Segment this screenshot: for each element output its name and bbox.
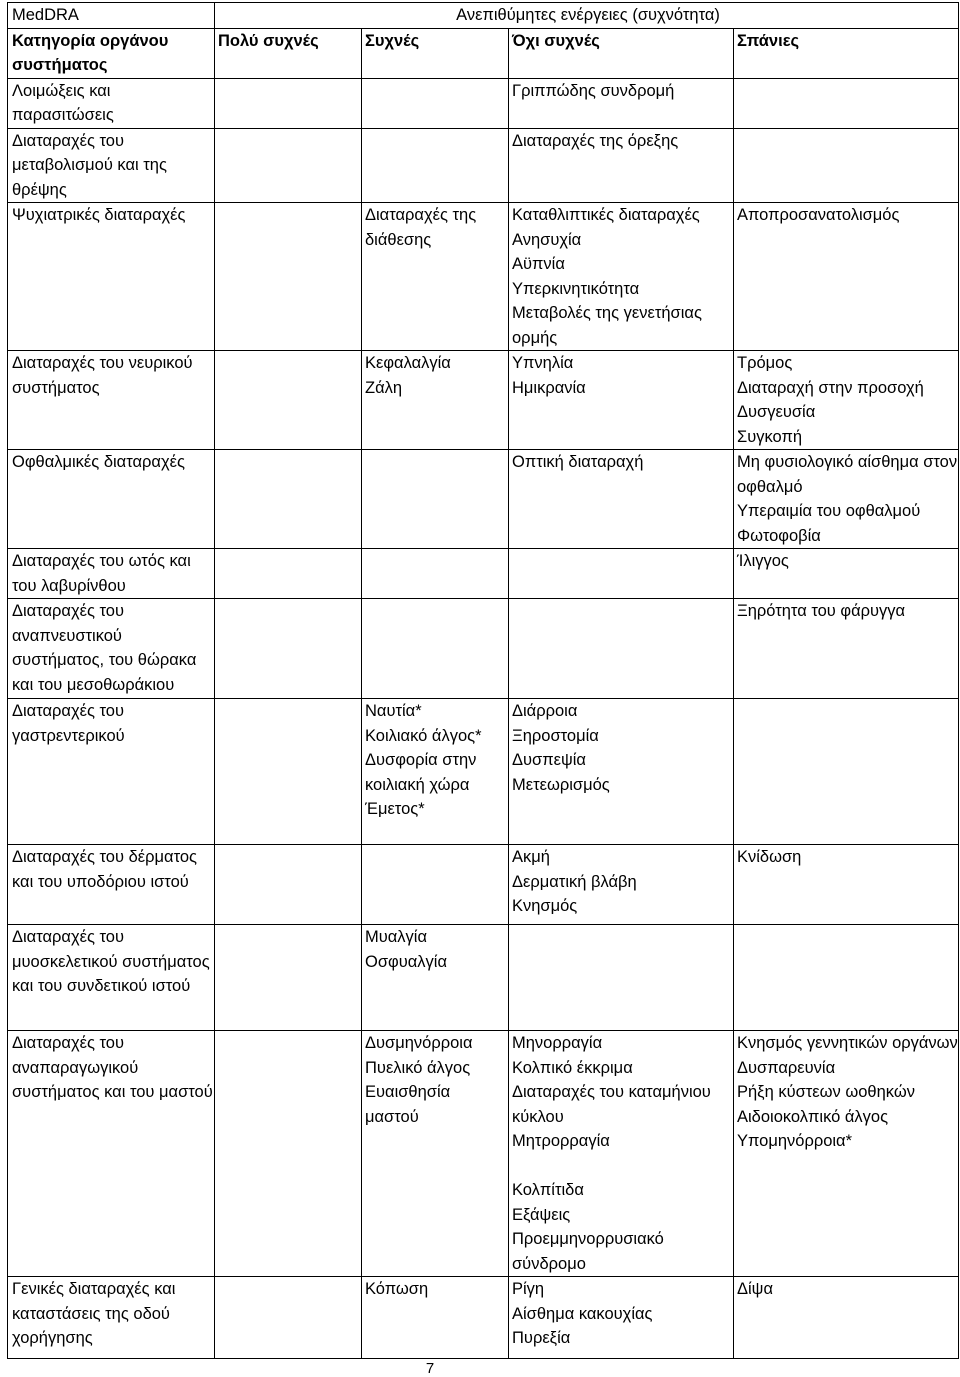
soc-cell: Διαταραχές του αναπαραγωγικού συστήματος και του μαστού: [8, 1031, 215, 1277]
reaction-item: Εξάψεις: [512, 1205, 571, 1224]
common-cell: [362, 1031, 509, 1277]
soc-cell: Διαταραχές του μυοσκελετικού συστήματος και του συνδετικού ιστού: [8, 925, 215, 1031]
reaction-item: [512, 1154, 733, 1179]
very-common-cell: [215, 450, 362, 549]
common-cell: [362, 549, 509, 599]
very-common-cell: [215, 599, 362, 699]
table-row: [8, 203, 959, 351]
rare-cell: [734, 549, 959, 599]
soc-cell: Διαταραχές του γαστρεντερικού: [8, 699, 215, 845]
reaction-item: Δυσπεψία: [512, 751, 586, 769]
common-cell: [362, 78, 509, 128]
table-row: [8, 699, 959, 845]
uncommon-cell: [509, 599, 734, 699]
very-common-cell: [215, 549, 362, 599]
reaction-item: Ξηροστομία: [512, 726, 599, 745]
uncommon-cell: [509, 1031, 734, 1277]
common-cell: [362, 1277, 509, 1359]
reaction-item: Συγκοπή: [737, 427, 803, 446]
page-number: 7: [425, 1360, 435, 1377]
common-cell: [362, 128, 509, 203]
very-common-cell: [215, 203, 362, 351]
uncommon-cell: [509, 450, 734, 549]
reaction-item: Ρίγη: [512, 1280, 545, 1298]
common-cell: [362, 845, 509, 925]
reaction-item: Δερματική βλάβη: [512, 872, 637, 891]
table-row: [8, 925, 959, 1031]
reaction-item: Δυσφορία στην κοιλιακή χώρα: [365, 751, 477, 794]
soc-cell: Διαταραχές του δέρματος και του υποδόριου ιστού: [8, 845, 215, 925]
table-row: [8, 1031, 959, 1277]
reaction-item: Αϋπνία: [512, 255, 565, 273]
reaction-item: Διαταραχές του καταμήνιου κύκλου: [512, 1083, 711, 1126]
reaction-item: Μετεωρισμός: [512, 775, 610, 794]
reaction-item: Τρόμος: [737, 354, 793, 372]
reaction-item: Οπτική διαταραχή: [512, 453, 644, 471]
very-common-cell: [215, 699, 362, 845]
uncommon-cell: [509, 1277, 734, 1359]
very-common-cell: [215, 1031, 362, 1277]
reaction-item: Ευαισθησία μαστού: [365, 1083, 451, 1126]
common-cell: [362, 351, 509, 450]
reaction-item: Δίψα: [737, 1280, 773, 1298]
rare-cell: [734, 699, 959, 845]
reaction-item: Διαταραχή στην προσοχή: [737, 378, 924, 397]
uncommon-cell: [509, 925, 734, 1031]
table-header-row: [8, 3, 959, 29]
table-row: [8, 845, 959, 925]
reaction-item: Μηνορραγία: [512, 1034, 603, 1052]
rare-cell: [734, 351, 959, 450]
reaction-item: Πυελικό άλγος: [365, 1058, 471, 1077]
soc-cell: Διαταραχές του ωτός και του λαβυρίνθου: [8, 549, 215, 599]
table-row: [8, 599, 959, 699]
reaction-item: Ημικρανία: [512, 378, 586, 397]
uncommon-column-header: Όχι συχνές: [509, 28, 734, 78]
table-body: [8, 78, 959, 1359]
rare-cell: [734, 925, 959, 1031]
very-common-cell: [215, 351, 362, 450]
uncommon-cell: [509, 699, 734, 845]
table-row: [8, 450, 959, 549]
common-cell: [362, 699, 509, 845]
reaction-item: Μη φυσιολογικό αίσθημα στον οφθαλμό: [737, 453, 958, 496]
table-row: [8, 1277, 959, 1359]
soc-cell: Διαταραχές του αναπνευστικού συστήματος, του θώρακα και του μεσοθωράκιου: [8, 599, 215, 699]
rare-cell: [734, 845, 959, 925]
reaction-item: Μυαλγία: [365, 928, 428, 946]
rare-cell: [734, 128, 959, 203]
soc-column-header: Κατηγορία οργάνου συστήματος: [8, 28, 215, 78]
rare-cell: [734, 599, 959, 699]
reaction-item: Καταθλιπτικές διαταραχές: [512, 206, 700, 224]
common-cell: [362, 599, 509, 699]
very-common-cell: [215, 845, 362, 925]
rare-column-header: Σπάνιες: [734, 28, 959, 78]
reaction-item: Κνίδωση: [737, 848, 802, 866]
reaction-item: Κνησμός: [512, 897, 578, 915]
frequency-title: Ανεπιθύμητες ενέργειες (συχνότητα): [215, 3, 959, 29]
reaction-item: Γριππώδης συνδρομή: [512, 81, 675, 100]
soc-cell: Ψυχιατρικές διαταραχές: [8, 203, 215, 351]
reaction-item: Μεταβολές της γενετήσιας ορμής: [512, 304, 702, 347]
reaction-item: Κνησμός γεννητικών οργάνων: [737, 1034, 958, 1052]
reaction-item: Κόπωση: [365, 1280, 429, 1298]
reaction-item: Υπερκινητικότητα: [512, 279, 640, 298]
reaction-item: Έμετος*: [365, 800, 425, 818]
reaction-item: Κολπικό έκκριμα: [512, 1058, 633, 1077]
soc-cell: Διαταραχές του νευρικού συστήματος: [8, 351, 215, 450]
reaction-item: Κολπίτιδα: [512, 1181, 584, 1199]
table-subheader-row: [8, 28, 959, 78]
reaction-item: Διαταραχές της διάθεσης: [365, 206, 477, 249]
reaction-item: Πυρεξία: [512, 1329, 571, 1347]
reaction-item: Αίσθημα κακουχίας: [512, 1304, 653, 1323]
common-cell: [362, 925, 509, 1031]
reaction-item: Μητρορραγία: [512, 1132, 610, 1150]
common-cell: [362, 203, 509, 351]
uncommon-cell: [509, 845, 734, 925]
very-common-cell: [215, 1277, 362, 1359]
uncommon-cell: [509, 549, 734, 599]
reaction-item: Υπεραιμία του οφθαλμού: [737, 502, 921, 520]
table-row: [8, 351, 959, 450]
table-row: [8, 78, 959, 128]
reaction-item: Δυσγευσία: [737, 403, 816, 421]
table-row: [8, 549, 959, 599]
reaction-item: Αποπροσανατολισμός: [737, 206, 900, 224]
adverse-reactions-table: [7, 2, 959, 1359]
uncommon-cell: [509, 203, 734, 351]
reaction-item: Διάρροια: [512, 702, 578, 720]
reaction-item: Υπομηνόρροια*: [737, 1132, 853, 1150]
very-common-cell: [215, 128, 362, 203]
reaction-item: Κοιλιακό άλγος*: [365, 726, 482, 745]
reaction-item: Φωτοφοβία: [737, 526, 821, 545]
reaction-item: Κεφαλαλγία: [365, 354, 451, 372]
table-row: [8, 128, 959, 203]
soc-cell: Οφθαλμικές διαταραχές: [8, 450, 215, 549]
very-common-column-header: Πολύ συχνές: [215, 28, 362, 78]
rare-cell: [734, 78, 959, 128]
rare-cell: [734, 450, 959, 549]
reaction-item: Υπνηλία: [512, 354, 574, 372]
rare-cell: [734, 203, 959, 351]
uncommon-cell: [509, 78, 734, 128]
common-column-header: Συχνές: [362, 28, 509, 78]
reaction-item: Ξηρότητα του φάρυγγα: [737, 602, 906, 620]
reaction-item: Δυσπαρευνία: [737, 1058, 836, 1077]
meddra-label: MedDRA: [8, 3, 215, 29]
uncommon-cell: [509, 128, 734, 203]
uncommon-cell: [509, 351, 734, 450]
reaction-item: Οσφυαλγία: [365, 952, 447, 971]
reaction-item: Διαταραχές της όρεξης: [512, 131, 679, 150]
reaction-item: Ρήξη κύστεων ωοθηκών: [737, 1083, 915, 1101]
reaction-item: Προεμμηνορρυσιακό σύνδρομο: [512, 1230, 664, 1273]
reaction-item: Αιδοιοκολπικό άλγος: [737, 1107, 889, 1126]
soc-cell: Γενικές διαταραχές και καταστάσεις της οδού χορήγησης: [8, 1277, 215, 1359]
rare-cell: [734, 1277, 959, 1359]
common-cell: [362, 450, 509, 549]
reaction-item: Ναυτία*: [365, 702, 422, 720]
very-common-cell: [215, 78, 362, 128]
soc-cell: Λοιμώξεις και παρασιτώσεις: [8, 78, 215, 128]
rare-cell: [734, 1031, 959, 1277]
reaction-item: Δυσμηνόρροια: [365, 1034, 473, 1052]
reaction-item: Ίλιγγος: [737, 552, 789, 570]
very-common-cell: [215, 925, 362, 1031]
soc-cell: Διαταραχές του μεταβολισμού και της θρέψης: [8, 128, 215, 203]
reaction-item: Ζάλη: [365, 378, 403, 397]
reaction-item: Ανησυχία: [512, 230, 582, 249]
reaction-item: Ακμή: [512, 848, 550, 866]
